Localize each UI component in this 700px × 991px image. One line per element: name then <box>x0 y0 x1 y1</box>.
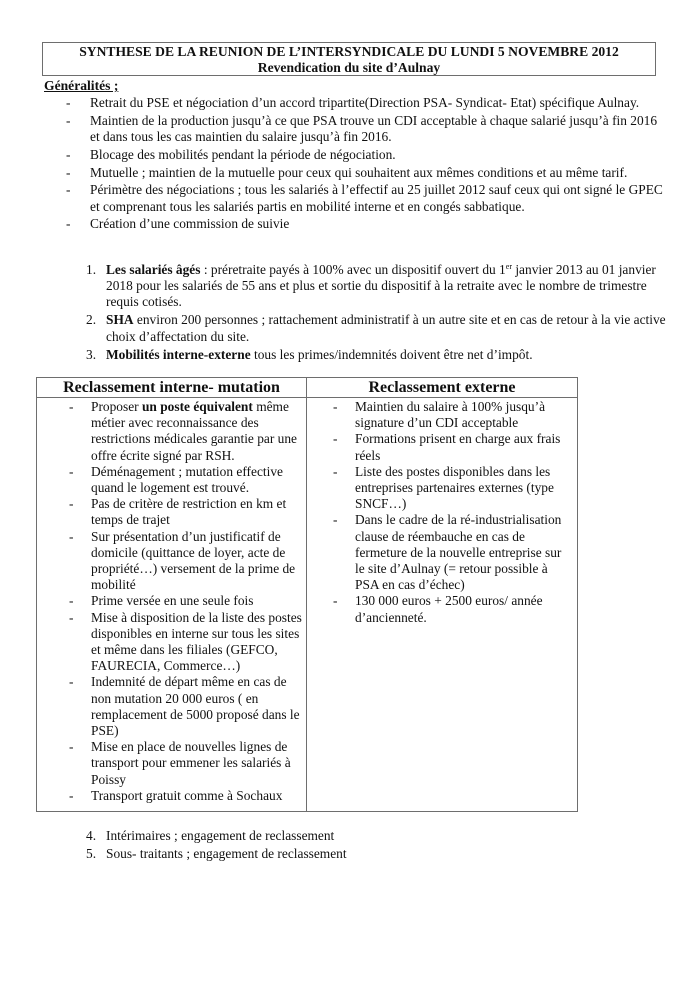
dash-bullet-icon: - <box>66 182 71 198</box>
dash-bullet-icon: - <box>333 431 338 447</box>
section-title-generalites: Généralités ; <box>44 78 119 93</box>
dash-bullet-icon: - <box>69 739 74 755</box>
externe-list <box>333 399 567 626</box>
generalites-list <box>66 95 670 234</box>
numbered-list-top <box>86 262 676 365</box>
dash-bullet-icon: - <box>69 674 74 690</box>
dash-bullet-icon: - <box>69 609 74 625</box>
numbered-item-salaries-ages: 1. Les salariés âgés : préretraite payés à 100% avec un dispositif ouvert du 1er janvier 2013 au 01 janvier 2018 pour les salariés de 55 ans et plus et sortie du dispositif à la retraite avec le nombre de trimestre requis cotisés. <box>86 262 656 310</box>
list-item: - Création d’une commission de suivie <box>66 216 290 232</box>
table-list-item: - Pas de critère de restriction en km et temps de trajet <box>69 496 287 528</box>
table-list-item: - Déménagement ; mutation effective quand le logement est trouvé. <box>69 463 283 496</box>
dash-bullet-icon: - <box>69 593 74 609</box>
document-subtitle: Revendication du site d’Aulnay <box>257 60 441 75</box>
dash-bullet-icon: - <box>69 463 74 479</box>
list-item: - Retrait du PSE et négociation d’un accord tripartite(Direction PSA- Syndicat- Etat) spécifique Aulnay. <box>66 95 640 110</box>
table-list-item: - Formations prisent en charge aux frais réels <box>333 431 561 463</box>
dash-bullet-icon: - <box>66 164 71 180</box>
dash-bullet-icon: - <box>66 112 71 128</box>
table-list-item: - Dans le cadre de la ré-industrialisation clause de réembauche en cas de fermeture de la nouvelle entreprise sur le site d’Aulnay (= retour possible à PSA en cas d’échec) <box>333 512 562 593</box>
table-list-item: - Mise à disposition de la liste des postes disponibles en interne sur tous les sites et même dans les filiales (GEFCO, FAURECIA, Commerce…) <box>69 609 302 674</box>
numbered-item-sous-traitants: 5. Sous- traitants ; engagement de reclassement <box>86 846 347 861</box>
dash-bullet-icon: - <box>333 512 338 528</box>
dash-bullet-icon: - <box>66 146 71 162</box>
list-item: - Maintien de la production jusqu’à ce que PSA trouve un CDI acceptable à chaque salarié jusqu’à fin 2016 et dans tous les cas maintien du salaire jusqu’à fin 2016. <box>66 112 658 144</box>
numbered-item-interimaires: 4. Intérimaires ; engagement de reclassement <box>86 828 335 843</box>
table-list-item: - Mise en place de nouvelles lignes de transport pour emmener les salariés à Poissy <box>69 739 291 787</box>
dash-bullet-icon: - <box>333 399 338 414</box>
table-list-item: - Proposer un poste équivalent même métier avec reconnaissance des restrictions médicales garantie par une offre écrite signé par RSH. <box>69 399 297 463</box>
title-box <box>42 42 656 76</box>
column-divider <box>306 378 307 811</box>
list-item: - Périmètre des négociations ; tous les salariés à l’effectif au 25 juillet 2012 sauf ceux qui ont signé le GPEC et comprenant tous les salariés partis en mobilité interne et en congés sabbatique. <box>66 182 663 214</box>
dash-bullet-icon: - <box>66 216 71 232</box>
table-divider <box>37 397 577 398</box>
numbered-item-mobilites: 3. Mobilités interne-externe tous les primes/indemnités doivent être net d’impôt. <box>86 346 533 362</box>
dash-bullet-icon: - <box>333 463 338 479</box>
dash-bullet-icon: - <box>69 496 74 512</box>
table-list-item: - 130 000 euros + 2500 euros/ année d’ancienneté. <box>333 593 543 625</box>
numbered-list-bottom <box>86 828 676 864</box>
dash-bullet-icon: - <box>69 787 74 803</box>
list-item: - Mutuelle ; maintien de la mutuelle pour ceux qui souhaitent aux mêmes conditions et au même tarif. <box>66 164 628 180</box>
dash-bullet-icon: - <box>333 593 338 609</box>
table-list-item: - Sur présentation d’un justificatif de domicile (quittance de loyer, acte de propriété…) versement de la prime de mobilité <box>69 528 296 593</box>
numbered-item-sha: 2. SHA environ 200 personnes ; rattachement administratif à un autre site et en cas de retour à la vie active choix d’affectation du site. <box>86 312 666 344</box>
dash-bullet-icon: - <box>69 528 74 544</box>
interne-list <box>69 399 303 804</box>
table-list-item: - Transport gratuit comme à Sochaux <box>69 787 283 803</box>
table-list-item: - Indemnité de départ même en cas de non mutation 20 000 euros ( en remplacement de 5000 proposé dans le PSE) <box>69 674 300 739</box>
reclassement-table <box>36 377 578 812</box>
document-title: SYNTHESE DE LA REUNION DE L’INTERSYNDICALE DU LUNDI 5 NOVEMBRE 2012 <box>79 44 619 59</box>
column-header-externe: Reclassement externe <box>368 379 516 396</box>
list-item: - Blocage des mobilités pendant la période de négociation. <box>66 146 396 162</box>
dash-bullet-icon: - <box>69 399 74 414</box>
column-header-interne: Reclassement interne- mutation <box>63 379 280 396</box>
table-list-item: - Liste des postes disponibles dans les entreprises partenaires externes (type SNCF…) <box>333 463 554 512</box>
table-list-item: - Maintien du salaire à 100% jusqu’à signature d’un CDI acceptable <box>333 399 546 431</box>
dash-bullet-icon: - <box>66 95 71 110</box>
table-list-item: - Prime versée en une seule fois <box>69 593 254 609</box>
